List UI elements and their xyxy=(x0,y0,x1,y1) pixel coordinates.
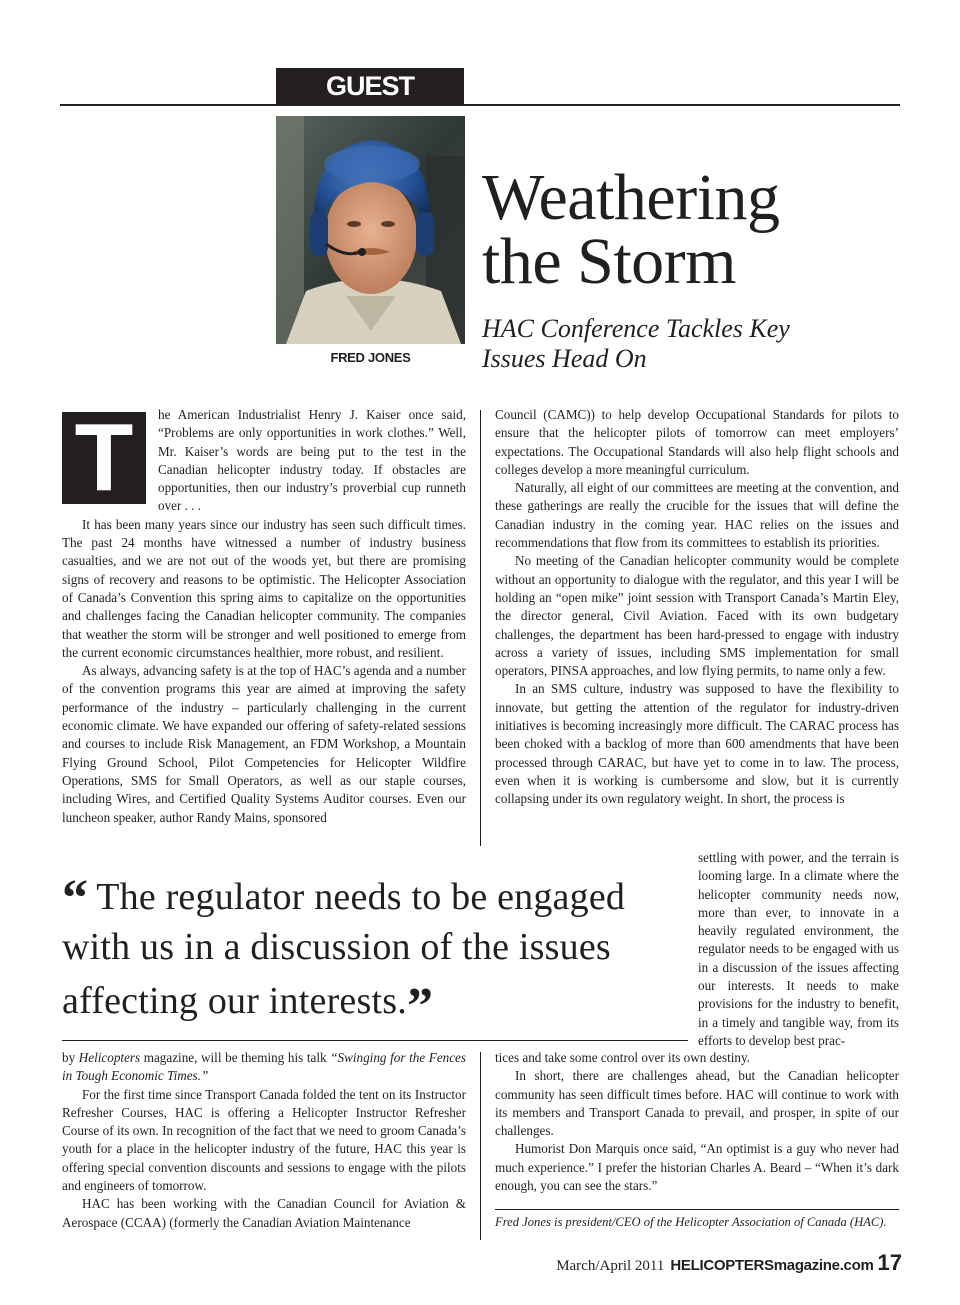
body-paragraph: Council (CAMC)) to help develop Occupational Standards for pilots to ensure that the helicopter pilots of tomorrow can meet employers’ expectations. The Occupational Standards will also help flight schools and colleges develop a more meaningful curriculum. xyxy=(495,407,899,477)
article-column-2-continued xyxy=(698,849,899,1050)
section-tag: GUEST xyxy=(276,68,464,104)
header-rule xyxy=(60,104,900,106)
body-paragraph: As always, advancing safety is at the top of HAC’s agenda and a number of the convention programs this year are aimed at improving the safety performance of the industry – particularly challenging in the current economic climate. We have expanded our offering of safety-related sessions and courses to include Risk Management, an FDM Workshop, a Mountain Flying Ground School, Pilot Competencies for Helicopter Wildfire Operations, SMS for Small Operators, as well as our staple courses, including Wires, and Certified Quality Systems Auditor courses. Even our luncheon speaker, author Randy Mains, sponsored xyxy=(62,663,466,825)
pull-quote-rule xyxy=(62,1040,688,1041)
drop-cap: T xyxy=(62,412,146,504)
body-paragraph: tices and take some control over its own destiny. xyxy=(495,1050,750,1065)
intro-mid: magazine, will be theming his talk xyxy=(140,1050,331,1065)
article-column-3 xyxy=(62,1049,466,1232)
body-paragraph: It has been many years since our industry has seen such difficult times. The past 24 months have witnessed a number of industry business casualties, and we are not out of the woods yet, but there are promising signs of recovery and reasons to be optimistic. The Helicopter Association of Canada’s Convention this spring aims to capitalize on the opportunities and challenges facing the Canadian helicopter community. The companies that weather the storm will be stronger and well positioned to emerge from the current economic circumstances healthier, more robust, and resilient. xyxy=(62,516,466,660)
body-paragraph: HAC has been working with the Canadian Council for Aviation & Aerospace (CCAA) (formerly the Canadian Aviation Maintenance xyxy=(62,1196,466,1230)
pull-quote-text: The regulator needs to be engaged with us in a discussion of the issues affecting our interests. xyxy=(62,876,626,1022)
body-paragraph: Humorist Don Marquis once said, “An optimist is a guy who never had much experience.” I prefer the historian Charles A. Beard – “When it’s dark enough, you can see the stars.” xyxy=(495,1141,899,1194)
column-divider xyxy=(480,410,481,846)
headline-line-1: Weathering xyxy=(482,161,780,234)
magazine-name: Helicopters xyxy=(78,1050,141,1065)
photo-caption: FRED JONES xyxy=(330,350,411,365)
talk-title: “Swinging for the Fences in Tough Economic Times.” xyxy=(62,1050,466,1084)
body-paragraph: he American Industrialist Henry J. Kaiser once said, “Problems are only opportunities in work clothes.” Well, Mr. Kaiser’s words are being put to the test in the Canadian helicopter industry today. If obstacles are opportunities, then our industry’s proverbial cup runneth over . . . xyxy=(158,407,466,514)
author-bio: Fred Jones is president/CEO of the Helicopter Association of Canada (HAC). xyxy=(495,1215,887,1229)
issue-date: March/April 2011 xyxy=(556,1258,665,1274)
subheadline-line-2: Issues Head On xyxy=(482,344,647,373)
column-divider xyxy=(480,1052,481,1240)
pull-quote xyxy=(62,868,682,1035)
close-quote-mark: ” xyxy=(406,978,434,1035)
author-photo xyxy=(276,116,465,344)
article-column-4 xyxy=(495,1049,899,1195)
subheadline-line-1: HAC Conference Tackles Key xyxy=(482,314,790,343)
body-paragraph: settling with power, and the terrain is looming large. In a climate where the helicopter community needs now, more than ever, to innovate in a heavily regulated environment, the regulator needs to be engaged with us in a discussion of the issues affecting our interests. It needs to make provisions for the industry to benefit, in a timely and tangible way, from its efforts to develop best prac- xyxy=(698,850,899,1048)
headline xyxy=(482,161,902,298)
article-column-2 xyxy=(495,406,899,809)
article-column-1 xyxy=(62,406,466,827)
body-paragraph: In an SMS culture, industry was supposed to have the flexibility to innovate, but getting the attention of the regulator for industry-driven initiatives is becoming increasingly more difficult. The CARAC process has been choked with a backlog of more than 600 amendments that have been processed through CARAC, but have yet to come in to law. The process, even when it is working is cumbersome and slow, but it is currently collapsing under its own regulatory weight. In short, the process is xyxy=(495,681,899,807)
body-paragraph xyxy=(62,1049,466,1086)
intro-prefix: by xyxy=(62,1050,79,1065)
open-quote-mark: “ xyxy=(62,870,89,927)
page-number: 17 xyxy=(877,1250,902,1275)
body-paragraph: In short, there are challenges ahead, but the Canadian helicopter community has seen difficult times before. HAC will continue to work with its members and Transport Canada to prevail, and prosper, in spite of our challenges. xyxy=(495,1068,899,1139)
body-paragraph: Naturally, all eight of our committees are meeting at the convention, and these gatherings are really the crucible for the issues that will define the Canadian industry in the coming year. HAC relies on the issues and recommendations that flow from its committees to establish its priorities. xyxy=(495,480,899,551)
subheadline xyxy=(482,314,902,374)
body-paragraph: No meeting of the Canadian helicopter community would be complete without an opportunity to dialogue with the regulator, and this year I will be holding an “open mike” joint session with Transport Canada’s Martin Eley, the director general, Civil Aviation. Faced with its own budgetary challenges, the department has been hard-pressed to engage with industry across a variety of issues, including SMS implementation for small operators, PINSA approaches, and low flying permits, to name only a few. xyxy=(495,553,899,679)
magazine-url: HELICOPTERSmagazine.com xyxy=(670,1257,874,1274)
body-paragraph: For the first time since Transport Canada folded the tent on its Instructor Refresher Courses, HAC is offering a Helicopter Instructor Refresher Course of its own. In recognition of the fact that we need to groom Canada’s youth for a place in the helicopter industry of the future, HAC this year is offering special convention discounts and sessions to engage with the pilots and engineers of tomorrow. xyxy=(62,1086,466,1194)
headline-line-2: the Storm xyxy=(482,225,736,298)
bio-rule xyxy=(495,1209,899,1210)
author-portrait-image xyxy=(276,116,465,344)
page-footer xyxy=(440,1250,902,1276)
